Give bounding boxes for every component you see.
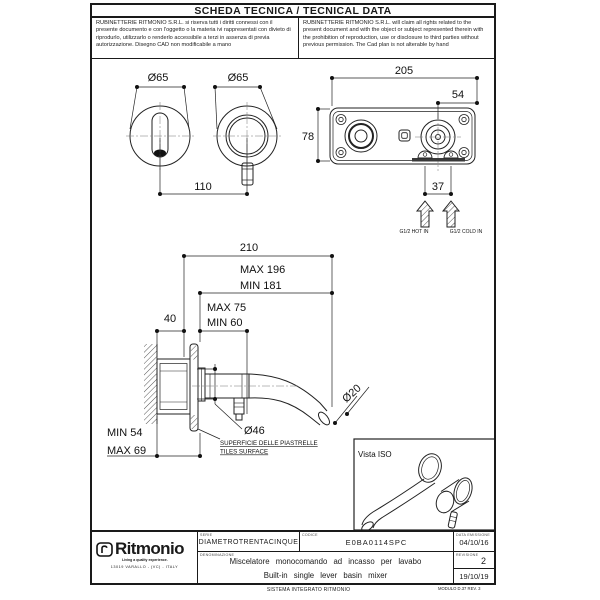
- dim-projection-max: MAX 75: [207, 302, 247, 314]
- revisione-date-cell: [453, 569, 494, 585]
- footer-system-text: SISTEMA INTEGRATO RITMONIO: [266, 587, 351, 593]
- dim-body-width: 205: [394, 65, 414, 77]
- logo-cell: [92, 532, 197, 583]
- codice-label: CODICE: [302, 533, 318, 537]
- dim-handle-rosette-diameter: Ø65: [227, 72, 249, 84]
- cold-inlet-label: G1/2 COLD IN: [449, 229, 483, 235]
- data-emissione-cell: [453, 532, 494, 552]
- denominazione-cell: [197, 552, 453, 585]
- footer-module-text: MODULO D.37 REV. 3: [438, 586, 481, 591]
- dim-inlet-gap: 37: [431, 181, 445, 193]
- side-view: [107, 256, 369, 458]
- dim-depth-min: MIN 54: [107, 427, 143, 439]
- revisione-value: 2: [480, 556, 486, 566]
- revisione-label: REVISIONE: [456, 553, 479, 557]
- data-emissione-label: DATA EMISSIONE: [456, 533, 491, 537]
- revisione-date: 19/10/19: [459, 572, 489, 581]
- sheet-title: SCHEDA TECNICA / TECNICAL DATA: [92, 5, 494, 18]
- ritmonio-logo-mark-icon: [399, 130, 410, 141]
- dim-projection-min: MIN 60: [207, 317, 243, 329]
- dim-spout-tube-diameter: Ø20: [340, 382, 364, 406]
- inlet-arrows: [417, 201, 459, 227]
- disclaimer-row: [92, 18, 494, 59]
- dim-centers-distance: 110: [194, 181, 212, 193]
- dim-spout-min: MIN 181: [240, 280, 282, 292]
- revisione-cell: [453, 552, 494, 569]
- disclaimer-english: RUBINETTERIE RITMONIO S.R.L. will claim all rights related to the present document and with the object or subject represented therein with the prohibition of reproduction, use or disclosure to third parties without previous permission. The Cad plan is not alterable by hand: [303, 20, 484, 49]
- drawing-frame: [90, 3, 496, 585]
- iso-view-label: Vista ISO: [358, 450, 392, 459]
- denominazione-italian: Miscelatore monocomando ad incasso per lavabo: [229, 557, 422, 566]
- dim-spout-rosette-diameter: Ø65: [147, 72, 169, 84]
- title-block: [92, 530, 494, 583]
- dim-depth-max: MAX 69: [107, 445, 147, 457]
- ritmonio-logo-icon: [96, 542, 113, 557]
- dim-spout-max: MAX 196: [240, 264, 286, 276]
- serie-cell: [197, 532, 299, 552]
- dim-flange-diameter: Ø46: [244, 425, 265, 437]
- serie-value: DIAMETROTRENTACINQUE: [198, 539, 299, 546]
- hot-inlet-label: G1/2 HOT IN: [399, 229, 429, 235]
- data-emissione-value: 04/10/16: [459, 538, 489, 547]
- dim-cartridge-offset: 54: [451, 89, 465, 101]
- codice-value: E0BA0114SPC: [345, 538, 408, 547]
- dim-total-length: 210: [239, 242, 259, 254]
- disclaimer-italian: RUBINETTERIE RITMONIO S.R.L. si riserva tutti i diritti connessi con il presente documento e con l'oggetto o la materia ivi rappresentati con divieto di riprodurlo, utilizzarlo o renderlo accessibile a terzi in assenza di previa autorizzazione. Disegno CAD non modificabile a mano: [92, 18, 299, 58]
- serie-label: SERIE: [200, 533, 213, 537]
- dim-body-depth: 40: [163, 313, 177, 325]
- denominazione-english: Built-in single lever basin mixer: [263, 571, 388, 580]
- front-view: [126, 87, 281, 194]
- technical-drawing: [92, 59, 494, 530]
- codice-cell: [299, 532, 453, 552]
- denominazione-label: DENOMINAZIONE: [200, 553, 235, 557]
- logo-name: Ritmonio: [115, 539, 184, 558]
- tiles-surface-label-en: TILES SURFACE: [220, 448, 269, 456]
- dim-body-height: 78: [301, 131, 315, 143]
- tiles-surface-label-it: SUPERFICIE DELLE PIASTRELLE: [220, 440, 318, 447]
- logo-tagline: Living a quality experience.: [122, 558, 168, 562]
- logo-address: 13019 VARALLO - (VC) - ITALY: [110, 565, 179, 569]
